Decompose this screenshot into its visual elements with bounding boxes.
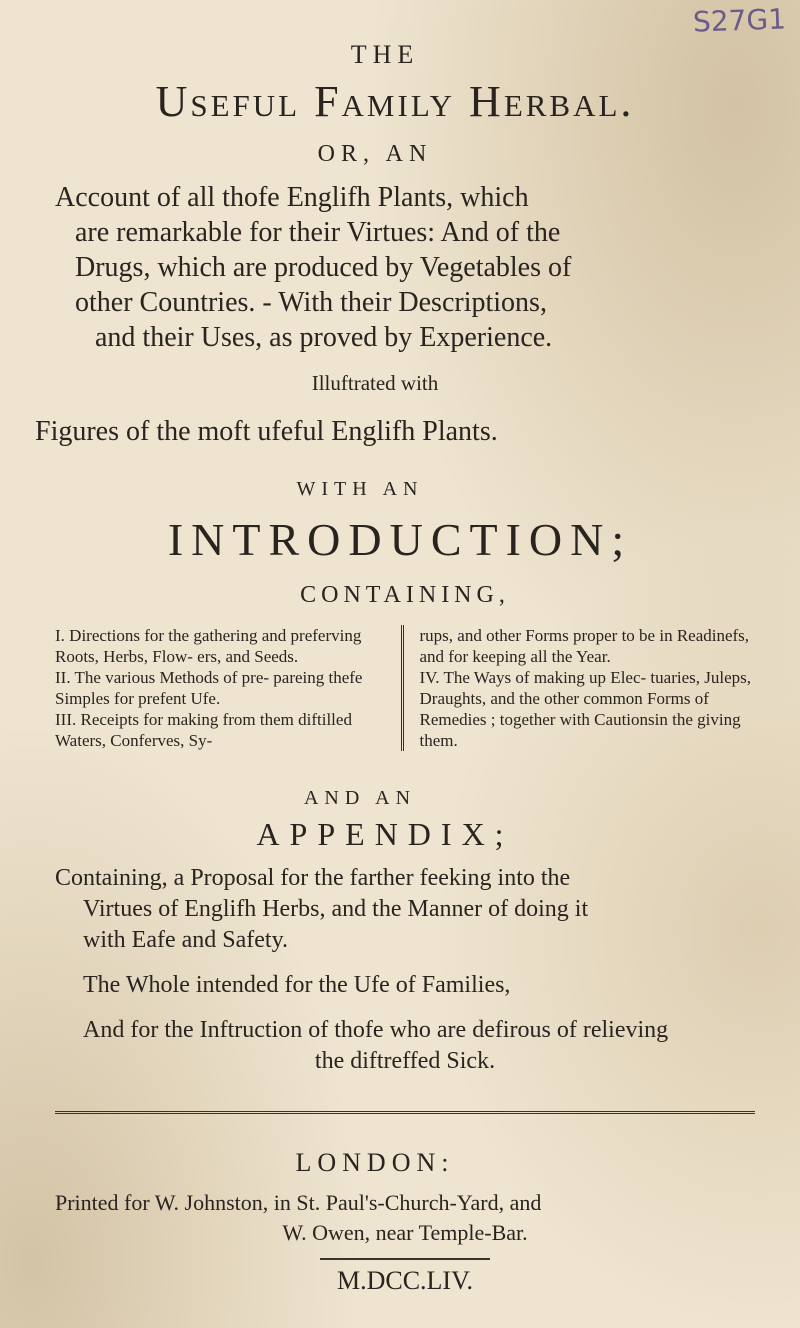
account-description [55,180,755,355]
title-article: THE [350,40,420,69]
imprint [55,1188,755,1248]
account-line: and their Uses, as proved by Experience. [95,322,553,353]
book-title: Useful Family Herbal. [155,77,635,126]
appendix-heading: APPENDIX; [256,816,514,852]
double-rule-divider [55,1111,755,1114]
contents-right-column [404,625,756,751]
contents-item: I. Directions for the gathering and preferving Roots, Herbs, Flow- ers, and Seeds. [55,626,362,666]
figures-line: Figures of the moft ufeful Englifh Plants. [35,416,498,447]
contents-item: III. Receipts for making from them diftilled Waters, Conferves, Sy- [55,710,352,750]
appendix-description [55,863,755,1077]
or-an-line: OR, AN [317,141,433,167]
imprint-place: LONDON: [295,1148,455,1177]
contents-columns [55,625,755,751]
contents-item: rups, and other Forms proper to be in Readinefs, and for keeping all the Year. [419,626,750,666]
appendix-line: Containing, a Proposal for the farther feeking into the [55,865,571,891]
contents-left-column [55,625,404,751]
appendix-line: Virtues of Englifh Herbs, and the Manner of doing it [83,896,589,922]
account-line: are remarkable for their Virtues: And of the [75,217,561,248]
instruction-line: And for the Inftruction of thofe who are defirous of relieving [83,1017,669,1043]
and-an-line: AND AN [303,787,417,809]
introduction-heading: INTRODUCTION; [167,514,633,565]
title-page [35,40,755,1310]
account-line: other Countries. - With their Descriptions, [75,287,547,318]
handwritten-shelfmark: S27G1 [692,2,787,39]
instruction-line: the diftreffed Sick. [314,1048,496,1074]
account-line: Account of all thofe Englifh Plants, which [55,182,529,213]
whole-intended-line: The Whole intended for the Ufe of Families, [83,972,511,998]
illustrated-with: Illuftrated with [311,371,439,395]
containing-heading: CONTAINING, [300,582,510,608]
contents-item: II. The various Methods of pre- pareing thefe Simples for prefent Ufe. [55,668,363,708]
with-an-line: WITH AN [296,478,424,500]
imprint-line: Printed for W. Johnston, in St. Paul's-Church-Yard, and [55,1190,542,1215]
appendix-line: with Eafe and Safety. [83,927,289,953]
imprint-line: W. Owen, near Temple-Bar. [282,1220,528,1245]
imprint-date: M.DCC.LIV. [336,1266,474,1295]
short-rule-divider [320,1258,490,1260]
contents-item: IV. The Ways of making up Elec- tuaries, Juleps, Draughts, and the other common Forms of Remedies ; together with Cautionsin the giving them. [419,668,751,750]
account-line: Drugs, which are produced by Vegetables of [75,252,572,283]
